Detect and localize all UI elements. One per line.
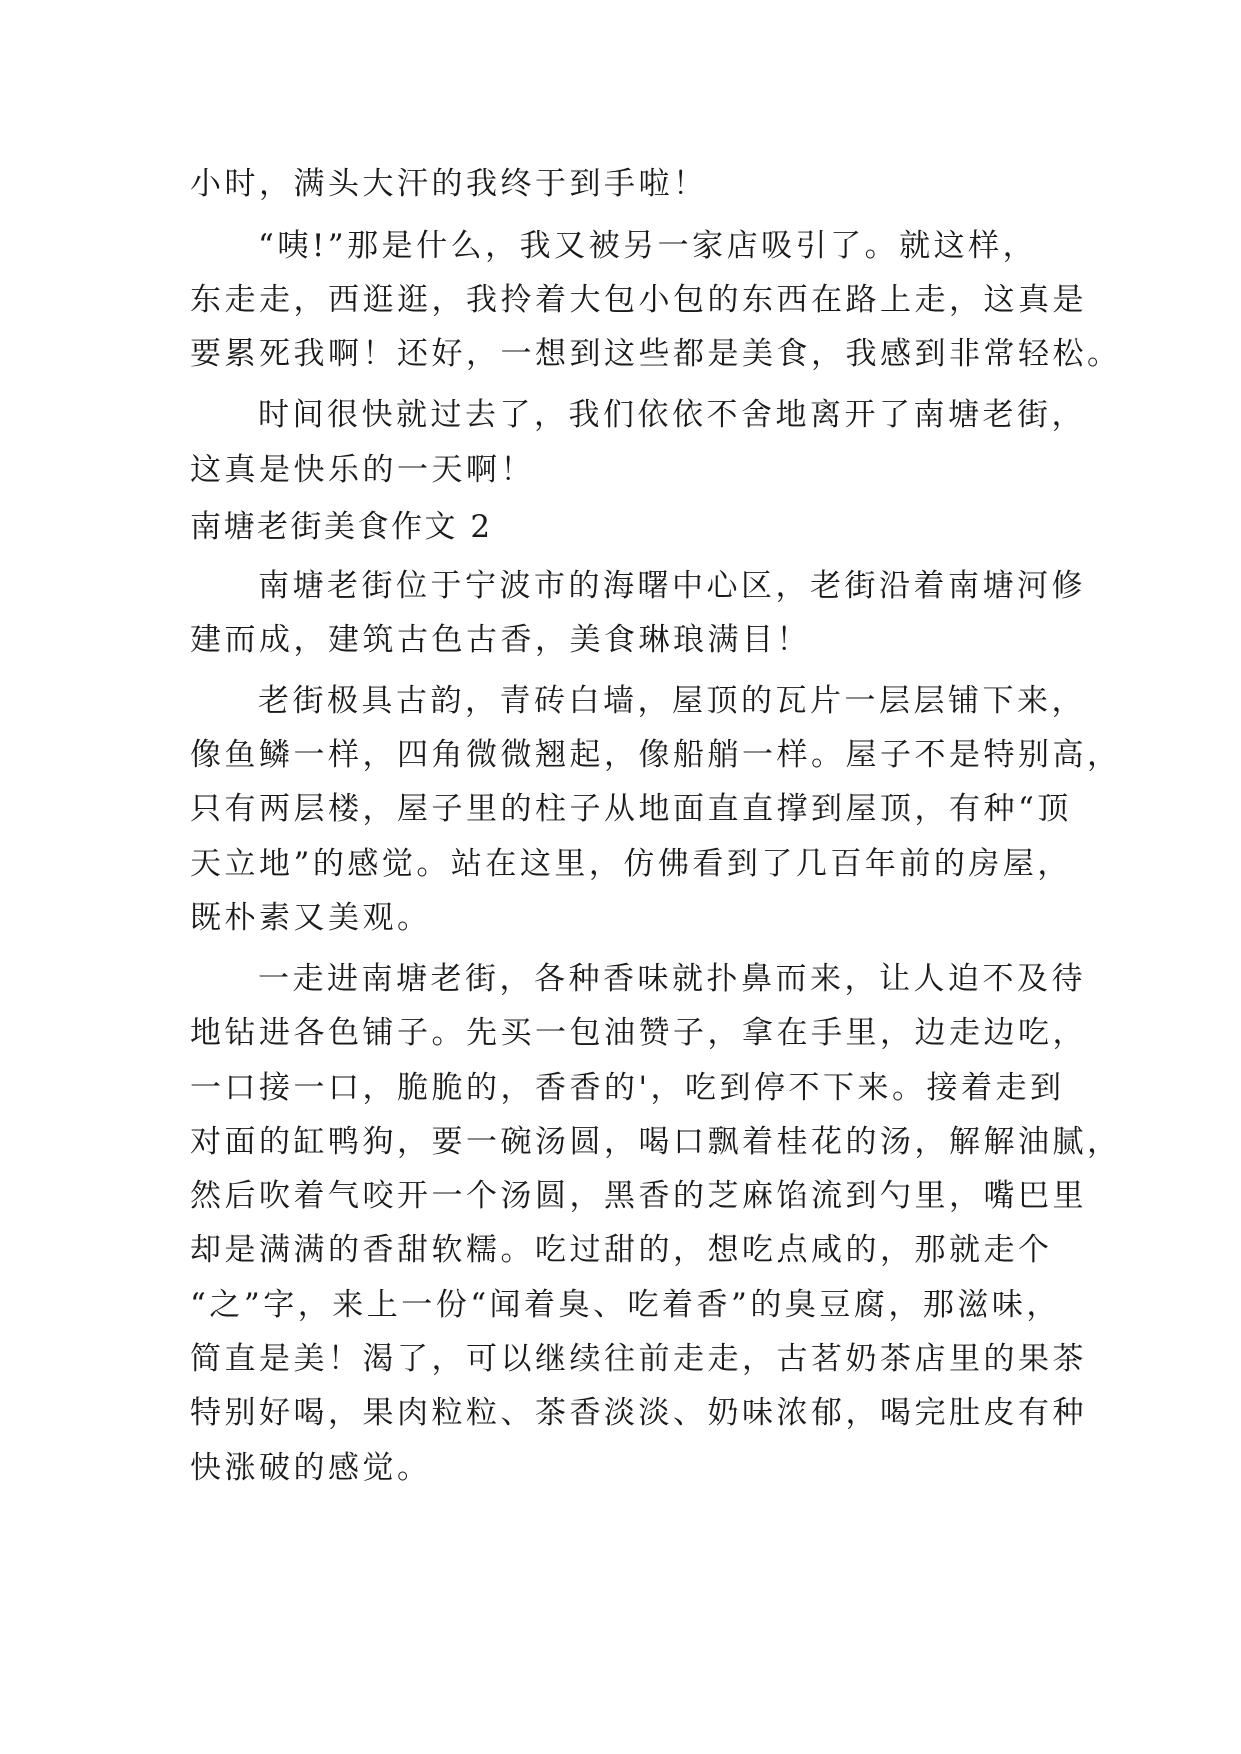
text-line: 要累死我啊！还好，一想到这些都是美食，我感到非常轻松。 xyxy=(190,336,1122,372)
text-line: 只有两层楼，屋子里的柱子从地面直直撑到屋顶，有种“顶 xyxy=(190,791,1072,827)
text-line: “之”字，来上一份“闻着臭、吃着香”的臭豆腐，那滋味， xyxy=(190,1287,1061,1323)
text-line: 一口接一口，脆脆的，香香的'，吃到停不下来。接着走到 xyxy=(190,1070,1065,1106)
paragraph-start-line: 时间很快就过去了，我们依依不舍地离开了南塘老街， xyxy=(258,397,1086,433)
text-line: 特别好喝，果肉粒粒、茶香淡淡、奶味浓郁，喝完肚皮有种 xyxy=(190,1395,1087,1431)
text-line: 地钻进各色铺子。先买一包油赞子，拿在手里，边走边吃， xyxy=(190,1015,1087,1051)
section-heading: 南塘老街美食作文 2 xyxy=(190,509,493,545)
text-line: 东走走，西逛逛，我拎着大包小包的东西在路上走，这真是 xyxy=(190,282,1087,318)
text-line: 既朴素又美观。 xyxy=(190,900,432,936)
paragraph-start-line: 南塘老街位于宁波市的海曙中心区，老街沿着南塘河修 xyxy=(258,568,1086,604)
text-line: 快涨破的感觉。 xyxy=(190,1450,432,1486)
text-line: 建而成，建筑古色古香，美食琳琅满目！ xyxy=(190,622,811,658)
paragraph-start-line: 老街极具古韵，青砖白墙，屋顶的瓦片一层层铺下来， xyxy=(258,683,1086,719)
text-line: 却是满满的香甜软糯。吃过甜的，想吃点咸的，那就走个 xyxy=(190,1232,1053,1268)
text-line: 小时，满头大汗的我终于到手啦！ xyxy=(190,166,708,202)
text-line: 对面的缸鸭狗，要一碗汤圆，喝口飘着桂花的汤，解解油腻， xyxy=(190,1124,1122,1160)
text-line: 天立地”的感觉。站在这里，仿佛看到了几百年前的房屋， xyxy=(190,846,1072,882)
paragraph-start-line: “咦!”那是什么，我又被另一家店吸引了。就这样， xyxy=(258,228,1038,264)
text-line: 这真是快乐的一天啊！ xyxy=(190,452,535,488)
text-line: 简直是美！渴了，可以继续往前走走，古茗奶茶店里的果茶 xyxy=(190,1341,1087,1377)
text-line: 像鱼鳞一样，四角微微翘起，像船艄一样。屋子不是特别高， xyxy=(190,737,1122,773)
paragraph-start-line: 一走进南塘老街，各种香味就扑鼻而来，让人迫不及待 xyxy=(258,961,1086,997)
text-line: 然后吹着气咬开一个汤圆，黑香的芝麻馅流到勺里，嘴巴里 xyxy=(190,1178,1087,1214)
